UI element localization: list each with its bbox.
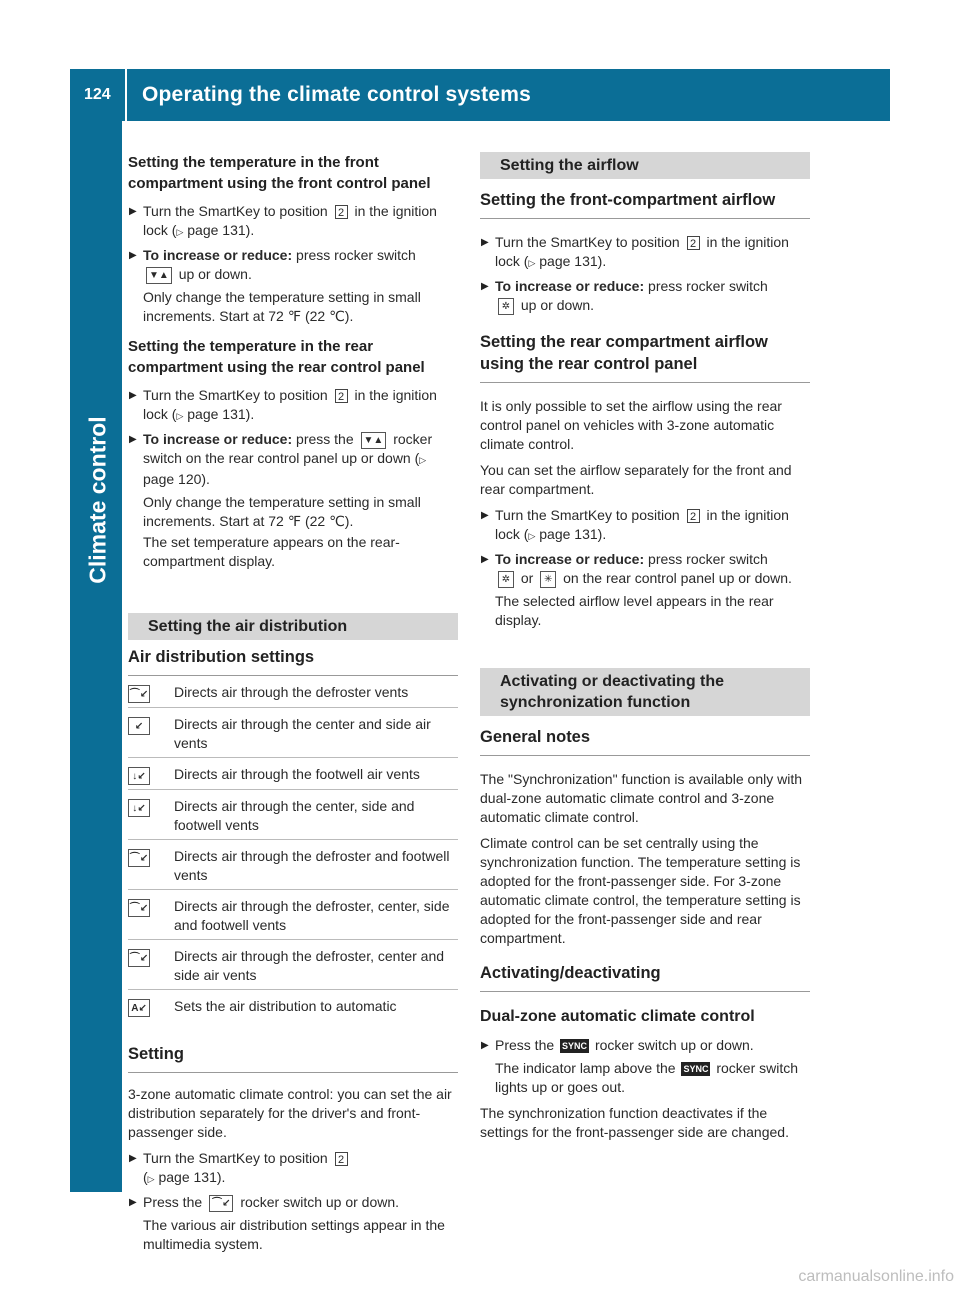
section-box-air-distribution: Setting the air distribution xyxy=(128,613,458,640)
air-distribution-cell xyxy=(128,715,174,753)
table-row xyxy=(128,940,458,990)
table-row xyxy=(128,990,458,1021)
temperature-rocker-icon: ▼▲ xyxy=(146,267,172,284)
step-text: press the xyxy=(296,431,354,447)
table-row xyxy=(128,840,458,890)
table-row xyxy=(128,676,458,708)
step-text: in the ignition lock ( xyxy=(495,234,789,269)
sync-button-icon: SYNC xyxy=(562,1041,588,1052)
air-distribution-icon: ⌒↙ xyxy=(128,899,150,917)
temperature-rocker-icon: ▼▲ xyxy=(361,432,387,449)
step-text: rocker switch lights up or goes out. xyxy=(495,1060,799,1095)
step-note: Only change the temperature setting in small increments. Start at 72 ℉ (22 ℃). xyxy=(143,289,421,324)
section-heading-rear-temp: Setting the temperature in the rear compartment using the rear control panel xyxy=(128,338,425,376)
air-distribution-description: Directs air through the defroster, center, side and footwell vents xyxy=(174,898,450,933)
step-text: press rocker switch xyxy=(648,278,768,294)
step-text: Turn the SmartKey to position xyxy=(495,507,680,523)
air-distribution-icon: ⌒↙ xyxy=(128,685,150,703)
page-ref-arrow-icon: ▷ xyxy=(176,227,184,237)
step-label: To increase or reduce: xyxy=(495,278,645,294)
step-label: To increase or reduce: xyxy=(143,431,293,447)
step-text: up or down. xyxy=(178,266,252,282)
step-label: To increase or reduce: xyxy=(143,247,293,263)
air-distribution-cell xyxy=(128,897,174,935)
page-ref-arrow-icon: ▷ xyxy=(528,531,536,541)
step-text: Turn the SmartKey to position xyxy=(495,234,680,250)
step-ra-smartkey xyxy=(480,506,810,546)
air-distribution-icon: ↓↙ xyxy=(128,767,150,785)
setting-intro: 3-zone automatic climate control: you can set the air distribution separately for the driver's and front-passenger side. xyxy=(128,1086,452,1140)
left-column xyxy=(128,152,458,1256)
step-text: Press the xyxy=(495,1037,555,1053)
step-note: The selected airflow level appears in the rear display. xyxy=(495,593,774,628)
heading-air-distribution-settings: Air distribution settings xyxy=(128,646,458,676)
table-row xyxy=(128,708,458,758)
step-rear-increase xyxy=(128,430,458,489)
rear-airflow-paragraph: You can set the airflow separately for the front and rear compartment. xyxy=(480,462,792,497)
heading-front-airflow: Setting the front-compartment airflow xyxy=(480,189,810,219)
air-distribution-description: Sets the air distribution to automatic xyxy=(174,998,397,1014)
header-divider xyxy=(125,69,127,121)
air-distribution-description: Directs air through the defroster and footwell vents xyxy=(174,848,450,883)
heading-rear-airflow: Setting the rear compartment airflow using the rear control panel xyxy=(480,331,810,383)
step-text: rocker switch up or down. xyxy=(240,1194,400,1210)
position-key: 2 xyxy=(687,236,700,250)
air-distribution-description: Directs air through the defroster, center and side air vents xyxy=(174,948,445,983)
air-distribution-cell xyxy=(128,797,174,835)
page-number: 124 xyxy=(84,86,111,103)
air-distribution-icon: A↙ xyxy=(128,999,150,1017)
position-key: 2 xyxy=(335,1152,348,1166)
heading-dual-zone: Dual-zone automatic climate control xyxy=(480,1008,755,1025)
general-notes-paragraph: The "Synchronization" function is available only with dual-zone automatic climate control and 3-zone automatic climate control. xyxy=(480,771,802,825)
air-distribution-description: Directs air through the center, side and footwell vents xyxy=(174,798,415,833)
air-distribution-icon: ⌒↙ xyxy=(128,949,150,967)
section-box-airflow: Setting the airflow xyxy=(480,152,810,179)
section-heading-front-temp: Setting the temperature in the front compartment using the front control panel xyxy=(128,154,431,192)
fan-high-icon: ✲ xyxy=(498,571,514,588)
page-reference[interactable]: page 131). xyxy=(187,406,255,422)
page-ref-arrow-icon: ▷ xyxy=(147,1174,155,1184)
heading-activating: Activating/deactivating xyxy=(480,962,810,992)
fan-low-icon: ✳ xyxy=(540,571,556,588)
step-text: in the ignition lock ( xyxy=(143,387,437,422)
step-rear-smartkey xyxy=(128,386,458,426)
page-ref-arrow-icon: ▷ xyxy=(419,455,427,465)
step-note xyxy=(480,1059,810,1097)
air-distribution-description: Directs air through the footwell air vents xyxy=(174,766,420,782)
heading-general-notes: General notes xyxy=(480,726,810,756)
step-text: Turn the SmartKey to position xyxy=(143,387,328,403)
air-distribution-description: Directs air through the center and side air vents xyxy=(174,716,431,751)
footer-watermark: carmanualsonline.info xyxy=(798,1268,954,1285)
fan-rocker-icon: ✲ xyxy=(498,298,514,315)
chapter-header xyxy=(70,69,890,121)
page-reference[interactable]: page 131). xyxy=(539,253,607,269)
step-fa-increase xyxy=(480,277,810,315)
air-distribution-description: Directs air through the defroster vents xyxy=(174,684,409,700)
side-tab xyxy=(70,121,122,1192)
page-reference[interactable]: page 131). xyxy=(158,1169,226,1185)
step-text: rocker switch on the rear control panel up or down ( xyxy=(143,431,433,466)
air-distribution-cell xyxy=(128,765,174,785)
page-ref-arrow-icon: ▷ xyxy=(528,258,536,268)
step-front-increase xyxy=(128,246,458,284)
page-reference[interactable]: page 120). xyxy=(143,471,210,487)
step-text: Turn the SmartKey to position xyxy=(143,1150,328,1166)
rear-airflow-paragraph: It is only possible to set the airflow using the rear control panel on vehicles with 3-zone automatic climate control. xyxy=(480,398,782,452)
step-text: on the rear control panel up or down. xyxy=(563,570,792,586)
step-note: The set temperature appears on the rear-compartment display. xyxy=(143,534,400,569)
step-text: up or down. xyxy=(520,297,595,313)
position-key: 2 xyxy=(335,205,348,219)
table-row xyxy=(128,790,458,840)
air-distribution-icon: ↓↙ xyxy=(128,799,150,817)
air-distribution-cell xyxy=(128,847,174,885)
step-text: in the ignition lock ( xyxy=(495,507,789,542)
position-key: 2 xyxy=(687,509,700,523)
air-distribution-cell xyxy=(128,683,174,703)
position-key: 2 xyxy=(335,389,348,403)
air-distribution-table xyxy=(128,676,458,1021)
table-row xyxy=(128,758,458,790)
step-text: press rocker switch xyxy=(296,247,416,263)
step-text: or xyxy=(520,570,534,586)
air-distribution-icon: ↙ xyxy=(128,717,150,735)
sync-button-icon: SYNC xyxy=(683,1064,709,1075)
step-text: Press the xyxy=(143,1194,203,1210)
table-row xyxy=(128,890,458,940)
step-fa-smartkey xyxy=(480,233,810,273)
step-text: rocker switch up or down. xyxy=(594,1037,754,1053)
step-text: Turn the SmartKey to position xyxy=(143,203,328,219)
sync-deactivate-paragraph: The synchronization function deactivates if the settings for the front-passenger side are changed. xyxy=(480,1105,789,1140)
step-sync-press xyxy=(480,1036,810,1055)
air-distribution-cell xyxy=(128,947,174,985)
step-text: The indicator lamp above the xyxy=(495,1060,676,1076)
heading-setting: Setting xyxy=(128,1043,458,1073)
air-distribution-cell xyxy=(128,997,174,1017)
general-notes-paragraph: Climate control can be set centrally using the synchronization function. The temperature setting is adopted for the front-passenger side. For 3-zone automatic climate control, the temperature setting is adopted for the front-passenger side and rear compartment. xyxy=(480,835,801,946)
page-ref-arrow-icon: ▷ xyxy=(176,411,184,421)
step-ra-increase xyxy=(480,550,810,588)
step-note: Only change the temperature setting in small increments. Start at 72 ℉ (22 ℃). xyxy=(143,494,421,529)
side-tab-label: Climate control xyxy=(84,416,111,584)
chapter-title: Operating the climate control systems xyxy=(142,83,532,106)
page-reference[interactable]: page 131). xyxy=(187,222,255,238)
air-distribution-icon: ⌒↙ xyxy=(128,849,150,867)
page-reference[interactable]: page 131). xyxy=(539,526,607,542)
step-front-smartkey xyxy=(128,202,458,242)
step-text: in the ignition lock ( xyxy=(143,203,437,238)
step-text: press rocker switch xyxy=(648,551,768,567)
step-setting-press xyxy=(128,1193,458,1212)
step-setting-smartkey: ▶ Turn the SmartKey to position 2 (▷ page 131). xyxy=(128,1149,458,1189)
step-label: To increase or reduce: xyxy=(495,551,645,567)
step-note: The various air distribution settings appear in the multimedia system. xyxy=(143,1217,445,1252)
air-distribution-icon: ⌒↙ xyxy=(209,1195,233,1212)
section-box-sync: Activating or deactivating the synchronization function xyxy=(480,668,810,716)
right-column xyxy=(480,152,810,1149)
